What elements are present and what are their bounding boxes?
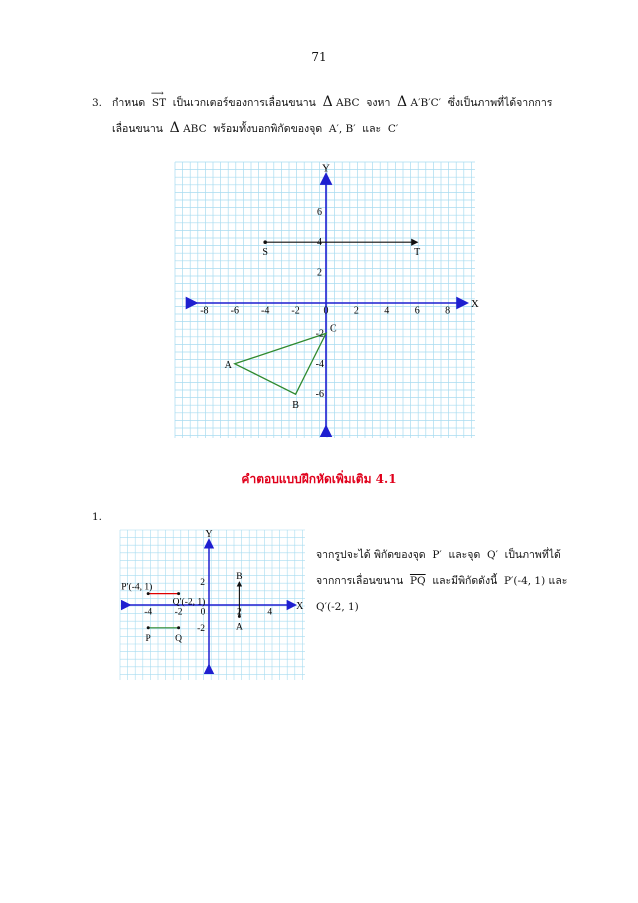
triangle-symbol: Δ (322, 94, 333, 110)
text-translation-by: จากการเลื่อนขนาน (316, 575, 404, 587)
answer-1-number: 1. (92, 511, 103, 523)
exercise-3-line-2 (112, 121, 398, 136)
text-given: กำหนด (112, 97, 146, 109)
x-tick-label: -8 (200, 305, 209, 317)
vector-st: ⟶ ST (152, 96, 166, 110)
text-coordinates-are: และมีพิกัดดังนี้ (432, 575, 498, 587)
label-q: Q (175, 633, 183, 644)
text-and: และ (362, 123, 382, 135)
x-tick-label: 0 (323, 305, 329, 317)
text-image-of: ซึ่งเป็นภาพที่ได้จากการ (447, 97, 553, 109)
point-label-t: T (414, 247, 421, 259)
point-c-prime: C′ (387, 123, 399, 135)
grid-lines-1 (175, 162, 475, 438)
label-p-prime: P′(-4, 1) (121, 582, 153, 593)
points-list: A′, B′ (328, 123, 356, 135)
answer-1-line-2 (316, 574, 567, 588)
coordinate-grid-2 (120, 530, 305, 680)
x-tick-label: -2 (291, 305, 300, 317)
answer-1-line-1 (316, 548, 561, 562)
text-find: จงหา (366, 97, 391, 109)
x-tick-label: -4 (144, 607, 153, 618)
point-label-a: A (224, 359, 232, 371)
x-tick-label: 2 (353, 305, 359, 317)
label-b: B (236, 572, 243, 583)
exercise-3-line-1 (92, 95, 552, 110)
triangle-symbol-2: Δ (397, 94, 408, 110)
point-p-prime: P′ (432, 549, 442, 561)
triangle-prime: A′B′C′ (410, 97, 442, 109)
point-s-dot (263, 240, 267, 244)
triangle-abc-shape (235, 333, 326, 394)
triangle-symbol-3: Δ (169, 120, 180, 136)
y-tick-label: 4 (317, 237, 322, 249)
text-translation-vector: เป็นเวกเตอร์ของการเลื่อนขนาน (172, 97, 316, 109)
point-label-s: S (262, 247, 268, 259)
text-are-images: เป็นภาพที่ได้ (504, 549, 561, 561)
label-p: P (145, 633, 151, 644)
x-tick-label: -6 (230, 305, 239, 317)
y-axis-label: Y (322, 162, 330, 175)
x-tick-label: 0 (200, 607, 206, 618)
point-label-c: C (330, 323, 337, 335)
x-tick-label: 4 (267, 607, 273, 618)
page-number: 71 (311, 50, 327, 64)
answer-section-title: คำตอบแบบฝึกหัดเพิ่มเติม 4.1 (241, 472, 397, 486)
x-tick-label: 2 (237, 607, 242, 618)
point-label-b: B (292, 400, 299, 412)
y-tick-label: 6 (317, 206, 322, 218)
label-a: A (235, 622, 243, 633)
text-state-coordinates: พร้อมทั้งบอกพิกัดของจุด (213, 123, 323, 135)
point-p-dot (147, 626, 150, 629)
x-tick-label: 4 (384, 305, 390, 317)
y-tick-label: -6 (315, 389, 324, 401)
y-tick-label: -2 (315, 328, 324, 340)
x-axis-label: X (470, 298, 479, 310)
x-tick-label: -4 (261, 305, 270, 317)
y-tick-label: 2 (200, 578, 205, 589)
vector-pq: $\overline{PQ}$ (409, 575, 426, 587)
answer-1-line-3: Q′(-2, 1) (316, 601, 359, 613)
x-tick-label: 8 (445, 305, 451, 317)
point-q-dot (177, 626, 180, 629)
x-tick-label: 6 (414, 305, 420, 317)
label-q-prime: Q′(-2, 1) (172, 597, 206, 608)
coordinate-grid-1 (175, 162, 479, 438)
text-translate: เลื่อนขนาน (112, 123, 163, 135)
y-tick-label: -4 (315, 358, 324, 370)
point-q-prime: Q′ (486, 549, 498, 561)
text-from-figure: จากรูปจะได้ พิกัดของจุด (316, 549, 426, 561)
y-axis-label: Y (205, 529, 213, 541)
y-tick-label: 2 (317, 267, 322, 279)
text-and-point: และจุด (448, 549, 481, 561)
x-axis-label: X (296, 601, 304, 612)
y-tick-label: -2 (197, 623, 205, 634)
coordinate-p-prime: P′(-4, 1) และ (503, 575, 568, 587)
exercise-number: 3. (92, 97, 103, 109)
triangle-abc-2: ABC (183, 123, 207, 135)
point-q-prime-dot (177, 592, 180, 595)
x-tick-label: -2 (174, 607, 183, 618)
triangle-abc: ABC (336, 97, 360, 109)
